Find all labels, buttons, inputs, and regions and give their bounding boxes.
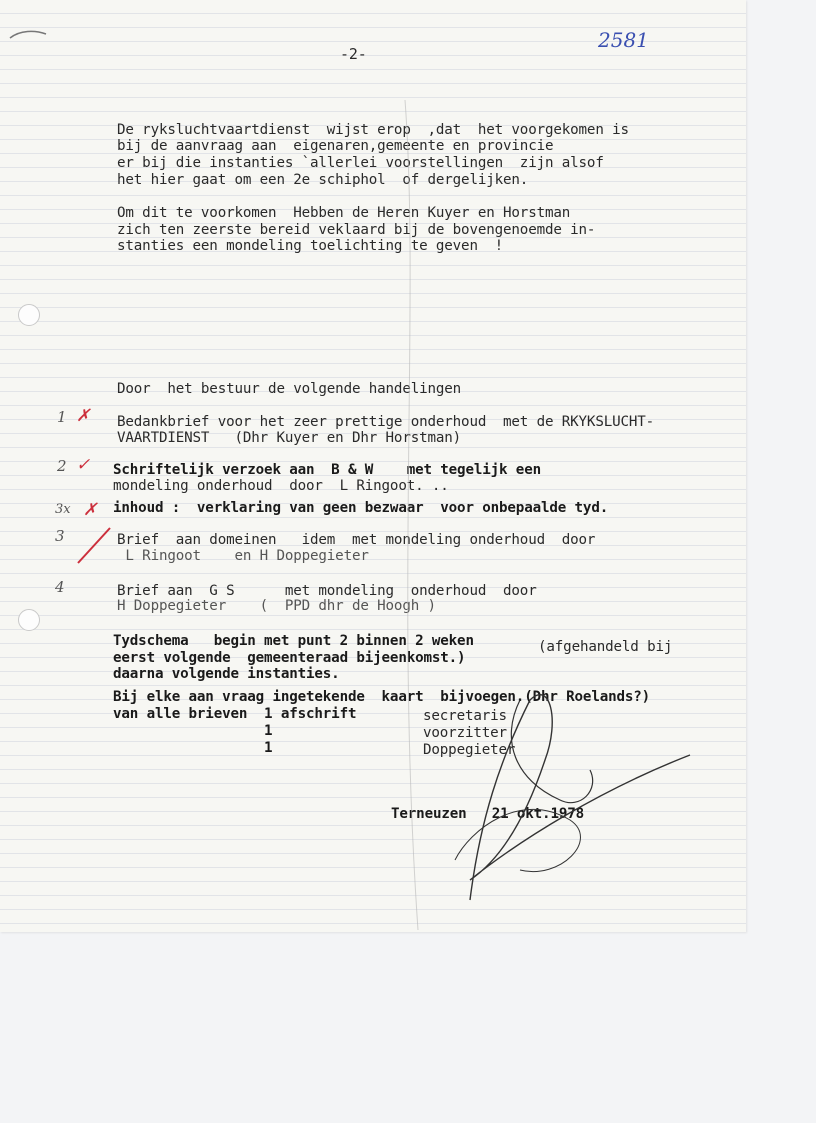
- copies-count: van alle brieven 1 afschrift: [113, 706, 357, 722]
- action-number: 4: [55, 578, 65, 596]
- archive-number: 2581: [598, 28, 649, 52]
- red-strike-mark: [78, 528, 110, 563]
- pencil-fold-line: [405, 100, 418, 930]
- red-check-mark: ✗: [83, 500, 98, 520]
- place-date: Terneuzen 21 okt.1978: [391, 806, 585, 822]
- schedule-line: eerst volgende gemeenteraad bijeenkomst.): [113, 650, 466, 666]
- corner-scratch: [10, 31, 46, 38]
- schedule-line: Tydschema begin met punt 2 binnen 2 weken: [113, 633, 474, 649]
- schedule-note: (afgehandeld bij: [538, 639, 673, 655]
- copies-recipient: secretaris: [423, 708, 507, 724]
- copies-count: 1: [113, 723, 273, 739]
- page-number: -2-: [340, 45, 367, 63]
- paragraph1-line: bij de aanvraag aan eigenaren,gemeente en provincie: [117, 138, 554, 154]
- action-number: 2: [57, 457, 67, 475]
- action-line: H Doppegieter ( PPD dhr de Hoogh ): [117, 598, 436, 614]
- paragraph1-line: er bij die instanties `allerlei voorstellingen zijn alsof: [117, 155, 604, 171]
- red-check-mark: ✗: [76, 406, 91, 426]
- copies-count: 1: [113, 740, 273, 756]
- signature-stroke: [470, 695, 690, 900]
- action-line: L Ringoot en H Doppegieter: [117, 548, 369, 564]
- action-number: 1: [57, 408, 67, 426]
- copies-recipient: Doppegieter: [423, 742, 516, 758]
- action-line: Schriftelijk verzoek aan B & W met tegelijk een: [113, 462, 541, 478]
- action-number: 3: [55, 527, 65, 545]
- action-number: 3x: [55, 502, 71, 517]
- red-check-mark: ✓: [76, 455, 91, 475]
- paragraph2-line: Om dit te voorkomen Hebben de Heren Kuyer en Horstman: [117, 205, 571, 221]
- actions-intro: Door het bestuur de volgende handelingen: [117, 381, 462, 397]
- attach-line: Bij elke aan vraag ingetekende kaart bijvoegen.(Dhr Roelands?): [113, 689, 651, 705]
- signature-stroke: [455, 809, 580, 871]
- action-line: Brief aan G S met mondeling onderhoud door: [117, 583, 537, 599]
- paragraph2-line: stanties een mondeling toelichting te geven !: [117, 238, 504, 254]
- schedule-line: daarna volgende instanties.: [113, 666, 340, 682]
- copies-recipient: voorzitter: [423, 725, 507, 741]
- paragraph2-line: zich ten zeerste bereid veklaard bij de bovengenoemde in-: [117, 222, 596, 238]
- action-line: VAARTDIENST (Dhr Kuyer en Dhr Horstman): [117, 430, 462, 446]
- action-line: Bedankbrief voor het zeer prettige onderhoud met de RKYKSLUCHT-: [117, 414, 655, 430]
- action-line: inhoud : verklaring van geen bezwaar voor onbepaalde tyd.: [113, 500, 609, 516]
- paragraph1-line: het hier gaat om een 2e schiphol of dergelijken.: [117, 172, 529, 188]
- paragraph1-line: De ryksluchtvaartdienst wijst erop ,dat het voorgekomen is: [117, 122, 629, 138]
- action-line: mondeling onderhoud door L Ringoot. ..: [113, 478, 449, 494]
- action-line: Brief aan domeinen idem met mondeling onderhoud door: [117, 532, 596, 548]
